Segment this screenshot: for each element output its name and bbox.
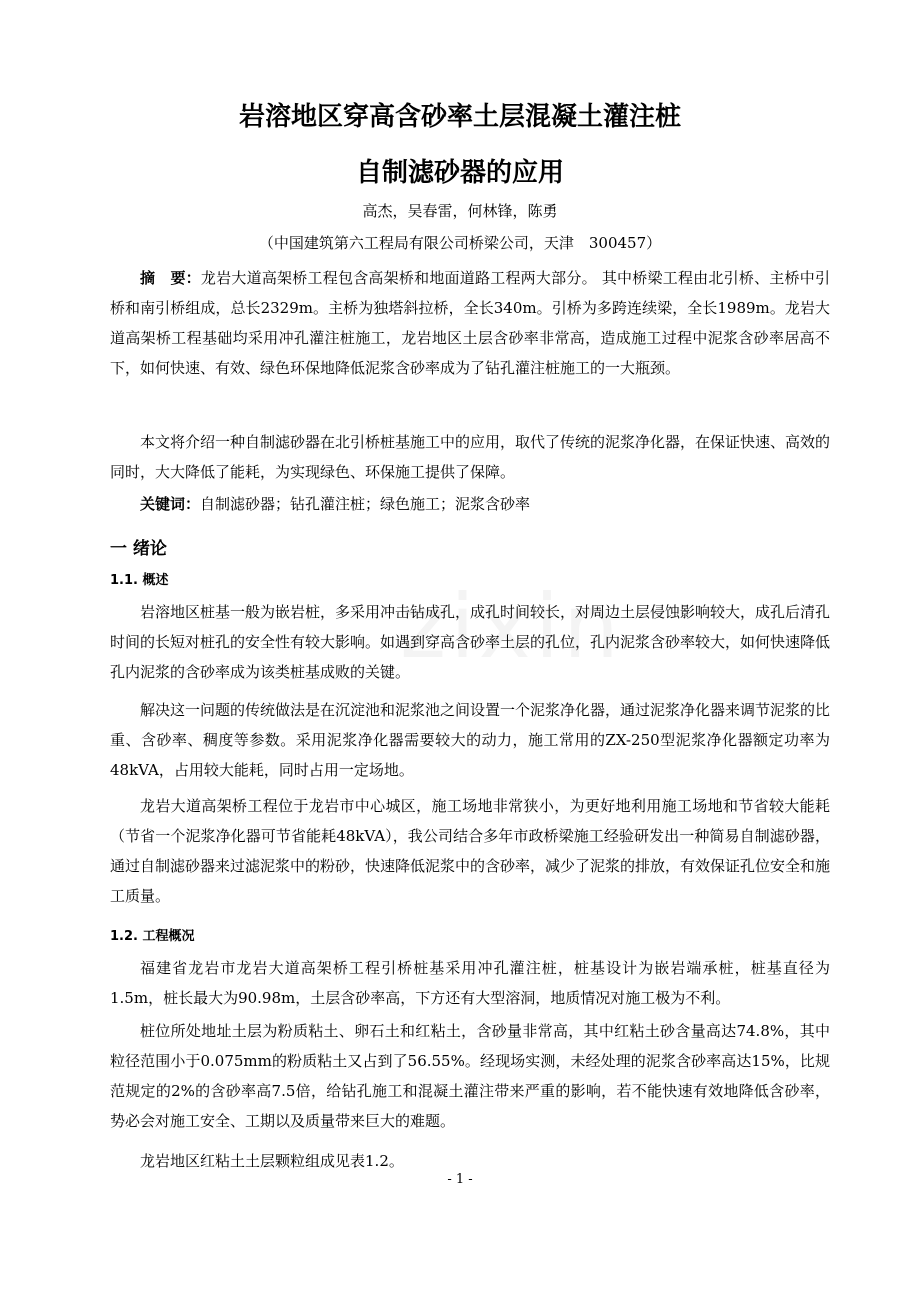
paragraph: 解决这一问题的传统做法是在沉淀池和泥浆池之间设置一个泥浆净化器，通过泥浆净化器来调节泥浆的比重、含砂率、稠度等参数。采用泥浆净化器需要较大的动力，施工常用的ZX-250型泥浆净化器额定功率为48kVA，占用较大能耗，同时占用一定场地。 [110,701,831,779]
paragraph: 福建省龙岩市龙岩大道高架桥工程引桥桩基采用冲孔灌注桩，桩基设计为嵌岩端承桩，桩基直径为1.5m，桩长最大为90.98m，土层含砂率高，下方还有大型溶洞，地质情况对施工极为不利。 [110,959,830,1007]
paragraph: 龙岩大道高架桥工程位于龙岩市中心城区，施工场地非常狭小，为更好地利用施工场地和节省较大能耗（节省一个泥浆净化器可节省能耗48kVA），我公司结合多年市政桥梁施工经验研发出一种简易自制滤砂器，通过自制滤砂器来过滤泥浆中的粉砂，快速降低泥浆中的含砂率，减少了泥浆的排放，有效保证孔位安全和施工质量。 [110,797,831,905]
paragraph: 桩位所处地址土层为粉质粘土、卵石土和红粘土，含砂量非常高，其中红粘土砂含量高达74.8%，其中粒径范围小于0.075mm的粉质粘土又占到了56.55%。经现场实测，未经处理的泥浆含砂率高达15%，比规范规定的2%的含砂率高7.5倍，给钻孔施工和混凝土灌注带来严重的影响，若不能快速有效地降低含砂率，势必会对施工安全、工期以及质量带来巨大的难题。 [110,1022,830,1130]
abstract-text: 龙岩大道高架桥工程包含高架桥和地面道路工程两大部分。 其中桥梁工程由北引桥、主桥中引桥和南引桥组成，总长2329m。主桥为独塔斜拉桥，全长340m。引桥为多跨连续梁，全长1989m。龙岩大道高架桥工程基础均采用冲孔灌注桩施工，龙岩地区土层含砂率非常高，造成施工过程中泥浆含砂率居高不下，如何快速、有效、绿色环保地降低泥浆含砂率成为了钻孔灌注桩施工的一大瓶颈。 [110,269,830,377]
paragraph: 岩溶地区桩基一般为嵌岩桩，多采用冲击钻成孔，成孔时间较长，对周边土层侵蚀影响较大，成孔后清孔时间的长短对桩孔的安全性有较大影响。如遇到穿高含砂率土层的孔位，孔内泥浆含砂率较大，如何快速降低孔内泥浆的含砂率成为该类桩基成败的关键。 [110,603,831,681]
keywords-label: 关键词： [140,495,201,513]
abstract [110,263,830,383]
keywords [110,489,830,519]
paper-title-line1: 岩溶地区穿高含砂率土层混凝土灌注桩 [238,102,681,132]
abstract-para2: 本文将介绍一种自制滤砂器在北引桥桩基施工中的应用，取代了传统的泥浆净化器，在保证快速、高效的同时，大大降低了能耗，为实现绿色、环保施工提供了保障。 [110,433,831,481]
authors: 高杰，吴春雷，何林锋，陈勇 [362,202,558,220]
section1-2-heading: 1.2. 工程概况 [110,929,195,944]
section1-1-heading: 1.1. 概述 [110,573,169,588]
abstract-label: 摘 要： [140,269,201,287]
keywords-text: 自制滤砂器；钻孔灌注桩；绿色施工；泥浆含砂率 [200,495,531,513]
paragraph: 龙岩地区红粘土土层颗粒组成见表1.2。 [140,1152,404,1170]
page-number: - 1 - [447,1172,473,1187]
paper-title-line2: 自制滤砂器的应用 [355,158,564,188]
section1-heading: 一 绪论 [110,539,167,559]
affiliation: （中国建筑第六工程局有限公司桥梁公司，天津 300457） [258,234,662,252]
